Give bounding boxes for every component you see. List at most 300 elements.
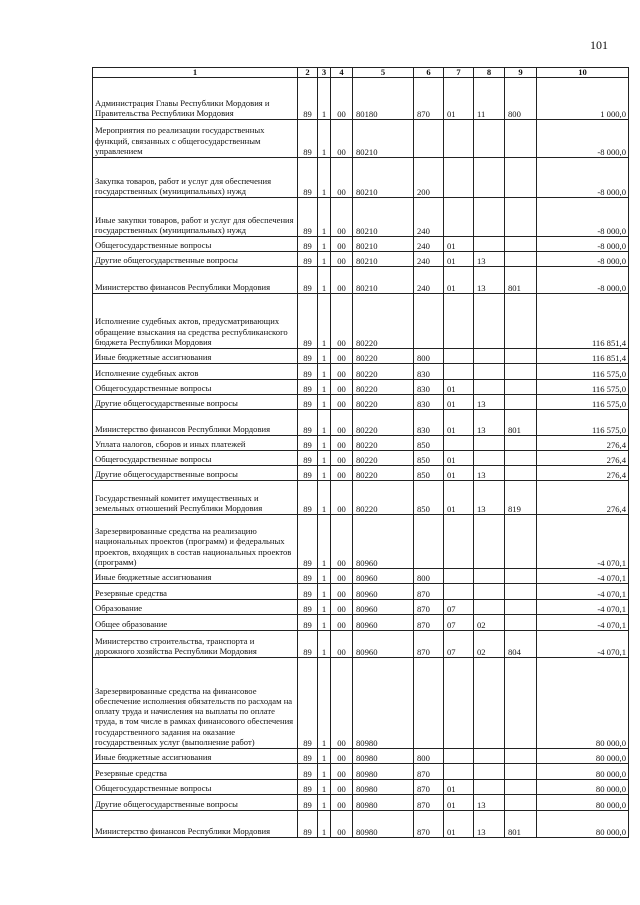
row-col8-cell: 13 [474, 481, 505, 515]
row-col7-cell: 01 [444, 252, 474, 267]
table-row [93, 294, 629, 349]
row-col4-cell: 00 [331, 584, 353, 600]
row-amount-cell: -8 000,0 [537, 158, 629, 198]
row-col5-cell: 80960 [353, 631, 414, 658]
row-col9-cell [505, 569, 537, 584]
column-header-4: 4 [331, 68, 353, 78]
row-col7-cell: 07 [444, 600, 474, 615]
row-col9-cell: 804 [505, 631, 537, 658]
row-col4-cell: 00 [331, 615, 353, 631]
row-col5-cell: 80960 [353, 584, 414, 600]
row-col3-cell: 1 [318, 267, 331, 294]
row-col8-cell [474, 749, 505, 764]
row-col7-cell: 01 [444, 237, 474, 252]
row-col6-cell [414, 294, 444, 349]
row-col6-cell: 800 [414, 569, 444, 584]
row-col8-cell [474, 436, 505, 451]
row-col4-cell: 00 [331, 364, 353, 380]
row-col3-cell: 1 [318, 631, 331, 658]
row-col9-cell [505, 451, 537, 466]
row-col3-cell: 1 [318, 294, 331, 349]
row-amount-cell: 1 000,0 [537, 78, 629, 120]
row-col3-cell: 1 [318, 515, 331, 569]
row-col5-cell: 80960 [353, 569, 414, 584]
row-col9-cell [505, 198, 537, 237]
table-row [93, 158, 629, 198]
row-col9-cell [505, 584, 537, 600]
row-col3-cell: 1 [318, 481, 331, 515]
row-col3-cell: 1 [318, 78, 331, 120]
row-col9-cell [505, 395, 537, 410]
row-col6-cell [414, 658, 444, 749]
row-col8-cell: 02 [474, 631, 505, 658]
row-col8-cell [474, 658, 505, 749]
row-col5-cell: 80210 [353, 120, 414, 158]
row-col5-cell: 80220 [353, 364, 414, 380]
row-name-cell: Иные бюджетные ассигнования [93, 349, 298, 364]
row-col9-cell: 801 [505, 811, 537, 838]
row-col2-cell: 89 [298, 615, 318, 631]
row-col4-cell: 00 [331, 764, 353, 780]
row-col3-cell: 1 [318, 780, 331, 795]
row-col8-cell [474, 600, 505, 615]
row-col6-cell: 850 [414, 481, 444, 515]
row-amount-cell: 80 000,0 [537, 811, 629, 838]
table-row [93, 198, 629, 237]
row-col7-cell: 01 [444, 481, 474, 515]
row-col9-cell [505, 436, 537, 451]
row-name-cell: Иные бюджетные ассигнования [93, 569, 298, 584]
row-col3-cell: 1 [318, 584, 331, 600]
row-col7-cell [444, 569, 474, 584]
table-row [93, 658, 629, 749]
row-col9-cell: 801 [505, 267, 537, 294]
row-col8-cell [474, 198, 505, 237]
row-name-cell: Исполнение судебных актов, предусматривающих обращение взыскания на средства республиканского бюджета Республики Мордовия [93, 294, 298, 349]
row-col6-cell: 850 [414, 451, 444, 466]
row-amount-cell: 116 575,0 [537, 380, 629, 395]
table-row [93, 515, 629, 569]
table-row [93, 78, 629, 120]
row-amount-cell: 80 000,0 [537, 749, 629, 764]
row-amount-cell: 276,4 [537, 436, 629, 451]
table-row [93, 436, 629, 451]
row-col7-cell [444, 198, 474, 237]
row-col2-cell: 89 [298, 515, 318, 569]
row-col9-cell [505, 780, 537, 795]
row-name-cell: Зарезервированные средства на финансовое обеспечение исполнения обязательств по расходам на оплату труда и начисления на выплаты по оплате труда, в том числе в рамках финансового обеспечения государственного задания на оказание государственных услуг (выполнение работ) [93, 658, 298, 749]
row-name-cell: Общегосударственные вопросы [93, 780, 298, 795]
row-col2-cell: 89 [298, 466, 318, 481]
row-name-cell: Общее образование [93, 615, 298, 631]
row-col5-cell: 80960 [353, 615, 414, 631]
row-col5-cell: 80220 [353, 436, 414, 451]
row-col9-cell: 801 [505, 410, 537, 436]
row-col6-cell: 870 [414, 600, 444, 615]
row-col5-cell: 80980 [353, 749, 414, 764]
row-col7-cell: 01 [444, 395, 474, 410]
row-col2-cell: 89 [298, 294, 318, 349]
row-col6-cell: 870 [414, 780, 444, 795]
row-col5-cell: 80220 [353, 395, 414, 410]
row-amount-cell: 116 851,4 [537, 349, 629, 364]
row-col4-cell: 00 [331, 395, 353, 410]
row-col4-cell: 00 [331, 466, 353, 481]
row-name-cell: Закупка товаров, работ и услуг для обеспечения государственных (муниципальных) нужд [93, 158, 298, 198]
row-amount-cell: 80 000,0 [537, 764, 629, 780]
row-col2-cell: 89 [298, 584, 318, 600]
row-name-cell: Другие общегосударственные вопросы [93, 395, 298, 410]
row-col5-cell: 80220 [353, 294, 414, 349]
row-amount-cell: -8 000,0 [537, 267, 629, 294]
row-amount-cell: 276,4 [537, 466, 629, 481]
column-header-3: 3 [318, 68, 331, 78]
row-col2-cell: 89 [298, 78, 318, 120]
row-col9-cell: 819 [505, 481, 537, 515]
row-col9-cell [505, 158, 537, 198]
row-name-cell: Администрация Главы Республики Мордовия и Правительства Республики Мордовия [93, 78, 298, 120]
table-row [93, 395, 629, 410]
row-col2-cell: 89 [298, 600, 318, 615]
row-col9-cell [505, 349, 537, 364]
row-amount-cell: 116 575,0 [537, 395, 629, 410]
row-col2-cell: 89 [298, 237, 318, 252]
row-col8-cell [474, 451, 505, 466]
table-row [93, 749, 629, 764]
row-col3-cell: 1 [318, 569, 331, 584]
row-col5-cell: 80220 [353, 349, 414, 364]
row-col3-cell: 1 [318, 451, 331, 466]
row-amount-cell: -4 070,1 [537, 600, 629, 615]
row-amount-cell: 116 851,4 [537, 294, 629, 349]
row-name-cell: Другие общегосударственные вопросы [93, 252, 298, 267]
row-col2-cell: 89 [298, 764, 318, 780]
row-col5-cell: 80960 [353, 600, 414, 615]
table-row [93, 120, 629, 158]
table-row [93, 237, 629, 252]
row-col8-cell [474, 780, 505, 795]
row-col8-cell: 02 [474, 615, 505, 631]
row-col3-cell: 1 [318, 380, 331, 395]
row-col3-cell: 1 [318, 749, 331, 764]
row-amount-cell: -8 000,0 [537, 198, 629, 237]
row-col7-cell: 01 [444, 410, 474, 436]
row-col7-cell [444, 515, 474, 569]
row-col4-cell: 00 [331, 349, 353, 364]
row-col3-cell: 1 [318, 795, 331, 811]
row-col6-cell: 800 [414, 749, 444, 764]
row-col8-cell [474, 349, 505, 364]
row-col2-cell: 89 [298, 811, 318, 838]
row-col3-cell: 1 [318, 811, 331, 838]
row-col7-cell [444, 120, 474, 158]
table-row [93, 600, 629, 615]
column-header-9: 9 [505, 68, 537, 78]
row-col5-cell: 80980 [353, 795, 414, 811]
table-row [93, 410, 629, 436]
row-col3-cell: 1 [318, 466, 331, 481]
row-name-cell: Министерство финансов Республики Мордовия [93, 267, 298, 294]
row-col8-cell: 13 [474, 795, 505, 811]
row-col8-cell: 13 [474, 267, 505, 294]
row-col2-cell: 89 [298, 436, 318, 451]
row-name-cell: Мероприятия по реализации государственных функций, связанных с общегосударственным управлением [93, 120, 298, 158]
row-col7-cell [444, 294, 474, 349]
row-col7-cell [444, 158, 474, 198]
table-row [93, 795, 629, 811]
row-col8-cell [474, 120, 505, 158]
table-row [93, 780, 629, 795]
row-col7-cell: 01 [444, 267, 474, 294]
row-name-cell: Другие общегосударственные вопросы [93, 795, 298, 811]
row-col3-cell: 1 [318, 158, 331, 198]
row-name-cell: Иные закупки товаров, работ и услуг для обеспечения государственных (муниципальных) нужд [93, 198, 298, 237]
row-col2-cell: 89 [298, 120, 318, 158]
row-col5-cell: 80180 [353, 78, 414, 120]
row-name-cell: Резервные средства [93, 764, 298, 780]
row-col8-cell [474, 584, 505, 600]
row-amount-cell: 116 575,0 [537, 410, 629, 436]
row-name-cell: Другие общегосударственные вопросы [93, 466, 298, 481]
row-col2-cell: 89 [298, 481, 318, 515]
row-col6-cell: 800 [414, 349, 444, 364]
table-row [93, 451, 629, 466]
row-name-cell: Образование [93, 600, 298, 615]
row-col3-cell: 1 [318, 237, 331, 252]
page-number: 101 [590, 38, 608, 52]
table-row [93, 811, 629, 838]
row-col3-cell: 1 [318, 600, 331, 615]
row-col4-cell: 00 [331, 237, 353, 252]
row-col8-cell [474, 569, 505, 584]
row-amount-cell: 276,4 [537, 451, 629, 466]
row-col7-cell: 07 [444, 631, 474, 658]
row-amount-cell: 276,4 [537, 481, 629, 515]
row-col4-cell: 00 [331, 569, 353, 584]
row-name-cell: Государственный комитет имущественных и земельных отношений Республики Мордовия [93, 481, 298, 515]
row-col4-cell: 00 [331, 631, 353, 658]
row-col3-cell: 1 [318, 436, 331, 451]
row-col2-cell: 89 [298, 380, 318, 395]
row-col9-cell [505, 237, 537, 252]
row-col6-cell [414, 515, 444, 569]
row-col5-cell: 80220 [353, 410, 414, 436]
row-col2-cell: 89 [298, 795, 318, 811]
row-name-cell: Резервные средства [93, 584, 298, 600]
row-col9-cell [505, 600, 537, 615]
table-row [93, 364, 629, 380]
row-col6-cell: 850 [414, 466, 444, 481]
row-col7-cell [444, 658, 474, 749]
row-col7-cell: 01 [444, 78, 474, 120]
row-col8-cell: 13 [474, 466, 505, 481]
column-header-10: 10 [537, 68, 629, 78]
row-col7-cell: 01 [444, 466, 474, 481]
row-col4-cell: 00 [331, 294, 353, 349]
row-col5-cell: 80980 [353, 764, 414, 780]
table-row [93, 631, 629, 658]
row-col4-cell: 00 [331, 252, 353, 267]
row-col3-cell: 1 [318, 120, 331, 158]
column-header-2: 2 [298, 68, 318, 78]
row-col5-cell: 80220 [353, 481, 414, 515]
row-col9-cell [505, 795, 537, 811]
table-row [93, 252, 629, 267]
row-col9-cell [505, 364, 537, 380]
row-col3-cell: 1 [318, 364, 331, 380]
row-col6-cell: 200 [414, 158, 444, 198]
table-row [93, 615, 629, 631]
row-col4-cell: 00 [331, 451, 353, 466]
row-col8-cell [474, 364, 505, 380]
row-col5-cell: 80220 [353, 380, 414, 395]
row-col6-cell: 240 [414, 237, 444, 252]
row-col4-cell: 00 [331, 481, 353, 515]
row-col7-cell: 01 [444, 451, 474, 466]
row-amount-cell: -4 070,1 [537, 515, 629, 569]
row-col9-cell [505, 615, 537, 631]
row-amount-cell: 116 575,0 [537, 364, 629, 380]
row-col5-cell: 80960 [353, 515, 414, 569]
row-col6-cell: 830 [414, 364, 444, 380]
row-name-cell: Министерство строительства, транспорта и дорожного хозяйства Республики Мордовия [93, 631, 298, 658]
row-col8-cell [474, 294, 505, 349]
table-row [93, 584, 629, 600]
row-col5-cell: 80210 [353, 267, 414, 294]
row-name-cell: Иные бюджетные ассигнования [93, 749, 298, 764]
row-col2-cell: 89 [298, 569, 318, 584]
row-col8-cell: 13 [474, 811, 505, 838]
row-col9-cell [505, 764, 537, 780]
row-col8-cell [474, 380, 505, 395]
row-name-cell: Исполнение судебных актов [93, 364, 298, 380]
row-amount-cell: 80 000,0 [537, 780, 629, 795]
row-name-cell: Министерство финансов Республики Мордовия [93, 811, 298, 838]
table-row [93, 267, 629, 294]
row-col2-cell: 89 [298, 395, 318, 410]
table-row [93, 380, 629, 395]
row-col6-cell: 830 [414, 410, 444, 436]
row-col4-cell: 00 [331, 78, 353, 120]
row-name-cell: Зарезервированные средства на реализацию национальных проектов (программ) и федеральных проектов, входящих в состав национальных проектов (программ) [93, 515, 298, 569]
row-col4-cell: 00 [331, 267, 353, 294]
row-col2-cell: 89 [298, 267, 318, 294]
row-col7-cell: 07 [444, 615, 474, 631]
row-col4-cell: 00 [331, 410, 353, 436]
row-col8-cell: 13 [474, 395, 505, 410]
row-col3-cell: 1 [318, 410, 331, 436]
row-col6-cell: 870 [414, 764, 444, 780]
row-amount-cell: -4 070,1 [537, 569, 629, 584]
row-col4-cell: 00 [331, 749, 353, 764]
row-col7-cell: 01 [444, 380, 474, 395]
row-name-cell: Министерство финансов Республики Мордовия [93, 410, 298, 436]
row-amount-cell: 80 000,0 [537, 658, 629, 749]
row-col2-cell: 89 [298, 451, 318, 466]
row-col6-cell: 240 [414, 198, 444, 237]
row-amount-cell: -4 070,1 [537, 631, 629, 658]
row-amount-cell: -8 000,0 [537, 237, 629, 252]
row-col2-cell: 89 [298, 749, 318, 764]
row-col8-cell: 13 [474, 252, 505, 267]
row-col6-cell: 850 [414, 436, 444, 451]
row-col3-cell: 1 [318, 658, 331, 749]
column-header-1: 1 [93, 68, 298, 78]
row-col2-cell: 89 [298, 198, 318, 237]
table-row [93, 466, 629, 481]
header-row [93, 68, 629, 78]
row-col6-cell: 870 [414, 78, 444, 120]
row-col5-cell: 80210 [353, 198, 414, 237]
row-col2-cell: 89 [298, 158, 318, 198]
row-col8-cell [474, 515, 505, 569]
row-col2-cell: 89 [298, 410, 318, 436]
row-col2-cell: 89 [298, 780, 318, 795]
row-col9-cell [505, 294, 537, 349]
row-col9-cell [505, 380, 537, 395]
column-header-6: 6 [414, 68, 444, 78]
row-col7-cell [444, 349, 474, 364]
row-col5-cell: 80210 [353, 252, 414, 267]
row-amount-cell: 80 000,0 [537, 795, 629, 811]
row-col6-cell: 870 [414, 811, 444, 838]
row-col4-cell: 00 [331, 158, 353, 198]
row-amount-cell: -4 070,1 [537, 584, 629, 600]
table-body [93, 78, 629, 838]
row-col4-cell: 00 [331, 515, 353, 569]
row-col3-cell: 1 [318, 198, 331, 237]
row-col8-cell [474, 237, 505, 252]
row-col5-cell: 80210 [353, 237, 414, 252]
row-name-cell: Общегосударственные вопросы [93, 451, 298, 466]
row-col8-cell: 13 [474, 410, 505, 436]
row-col6-cell: 240 [414, 267, 444, 294]
row-col9-cell [505, 515, 537, 569]
row-col5-cell: 80980 [353, 780, 414, 795]
row-col5-cell: 80980 [353, 658, 414, 749]
row-col6-cell: 870 [414, 795, 444, 811]
row-col8-cell [474, 764, 505, 780]
row-col3-cell: 1 [318, 252, 331, 267]
row-col7-cell [444, 584, 474, 600]
row-col6-cell: 830 [414, 380, 444, 395]
budget-table [92, 67, 629, 838]
row-col2-cell: 89 [298, 658, 318, 749]
row-col8-cell: 11 [474, 78, 505, 120]
row-col4-cell: 00 [331, 600, 353, 615]
row-col7-cell [444, 749, 474, 764]
row-col3-cell: 1 [318, 615, 331, 631]
row-col9-cell [505, 658, 537, 749]
row-col4-cell: 00 [331, 780, 353, 795]
row-col7-cell: 01 [444, 780, 474, 795]
row-col3-cell: 1 [318, 764, 331, 780]
row-col4-cell: 00 [331, 380, 353, 395]
row-amount-cell: -8 000,0 [537, 252, 629, 267]
table-row [93, 481, 629, 515]
row-col9-cell [505, 466, 537, 481]
row-amount-cell: -4 070,1 [537, 615, 629, 631]
column-header-5: 5 [353, 68, 414, 78]
row-col6-cell: 870 [414, 615, 444, 631]
row-col2-cell: 89 [298, 252, 318, 267]
row-col7-cell [444, 436, 474, 451]
row-col7-cell: 01 [444, 811, 474, 838]
row-col8-cell [474, 158, 505, 198]
row-col7-cell [444, 764, 474, 780]
row-col6-cell: 870 [414, 584, 444, 600]
table-row [93, 569, 629, 584]
